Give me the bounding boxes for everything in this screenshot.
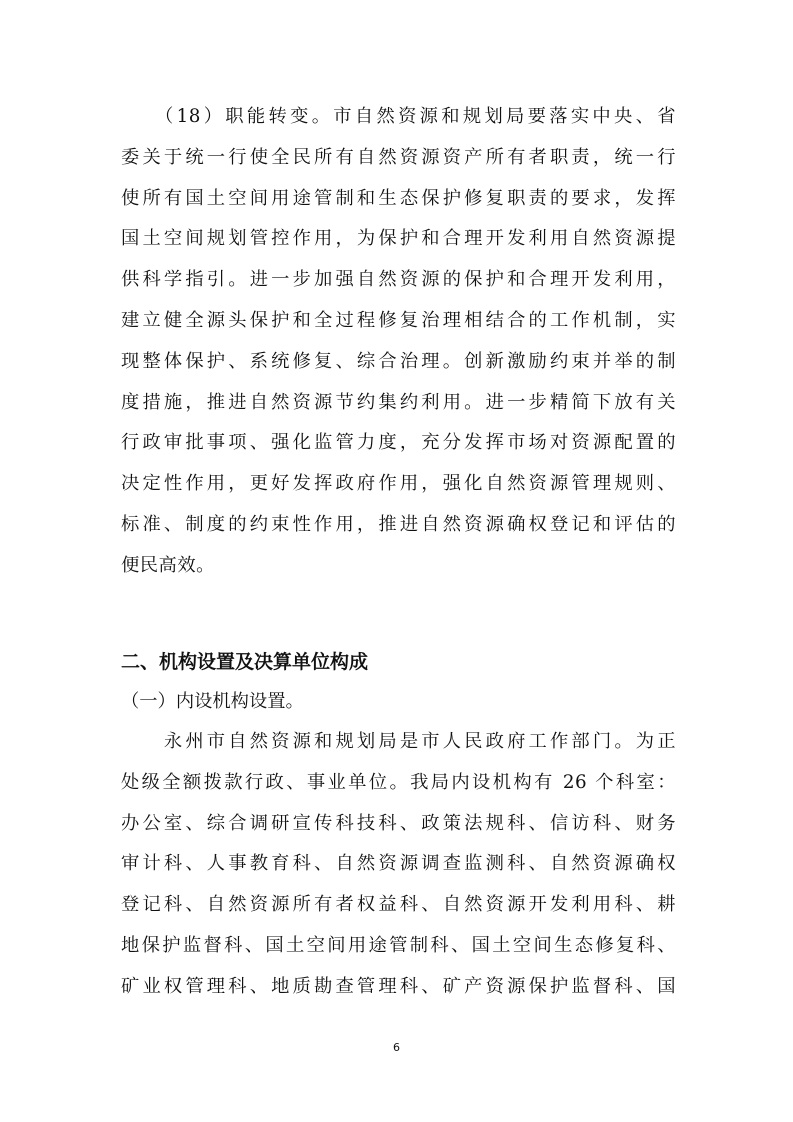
text-line: 地保护监督科、国土空间用途管制科、国土空间生态修复科、 bbox=[121, 934, 676, 956]
text-line: 度措施，推进自然资源节约集约利用。进一步精简下放有关 bbox=[121, 391, 676, 413]
text-line: 处级全额拨款行政、事业单位。我局内设机构有 26 个科室： bbox=[121, 771, 676, 793]
paragraph-functional-transformation bbox=[121, 97, 676, 587]
text-line: 办公室、综合调研宣传科技科、政策法规科、信访科、财务 bbox=[121, 812, 676, 834]
text-line: 登记科、自然资源所有者权益科、自然资源开发利用科、耕 bbox=[121, 894, 676, 916]
sub-title: （一）内设机构设置。 bbox=[121, 691, 304, 712]
text-line: 国土空间规划管控作用，为保护和合理开发利用自然资源提 bbox=[121, 228, 676, 250]
paragraph-internal-institutions bbox=[121, 722, 676, 1008]
text-line: 审计科、人事教育科、自然资源调查监测科、自然资源确权 bbox=[121, 853, 676, 875]
text-line: 便民高效。 bbox=[121, 554, 215, 576]
text-line: 行政审批事项、强化监管力度，充分发挥市场对资源配置的 bbox=[121, 432, 676, 454]
text-line: 标准、制度的约束性作用，推进自然资源确权登记和评估的 bbox=[121, 513, 676, 535]
text-line: （18）职能转变。市自然资源和规划局要落实中央、省 bbox=[121, 106, 676, 127]
text-line: 现整体保护、系统修复、综合治理。创新激励约束并举的制 bbox=[121, 350, 676, 372]
section-title: 二、机构设置及决算单位构成 bbox=[121, 651, 369, 673]
text-line: 永州市自然资源和规划局是市人民政府工作部门。为正 bbox=[121, 731, 676, 752]
text-line: 委关于统一行使全民所有自然资源资产所有者职责，统一行 bbox=[121, 146, 676, 168]
text-line: 建立健全源头保护和全过程修复治理相结合的工作机制，实 bbox=[121, 309, 676, 331]
text-line: 矿业权管理科、地质勘查管理科、矿产资源保护监督科、国 bbox=[121, 975, 676, 997]
text-line: 使所有国土空间用途管制和生态保护修复职责的要求，发挥 bbox=[121, 187, 676, 209]
page-number: 6 bbox=[393, 1041, 400, 1054]
text-line: 供科学指引。进一步加强自然资源的保护和合理开发利用， bbox=[121, 269, 676, 291]
text-line: 决定性作用，更好发挥政府作用，强化自然资源管理规则、 bbox=[121, 473, 676, 495]
